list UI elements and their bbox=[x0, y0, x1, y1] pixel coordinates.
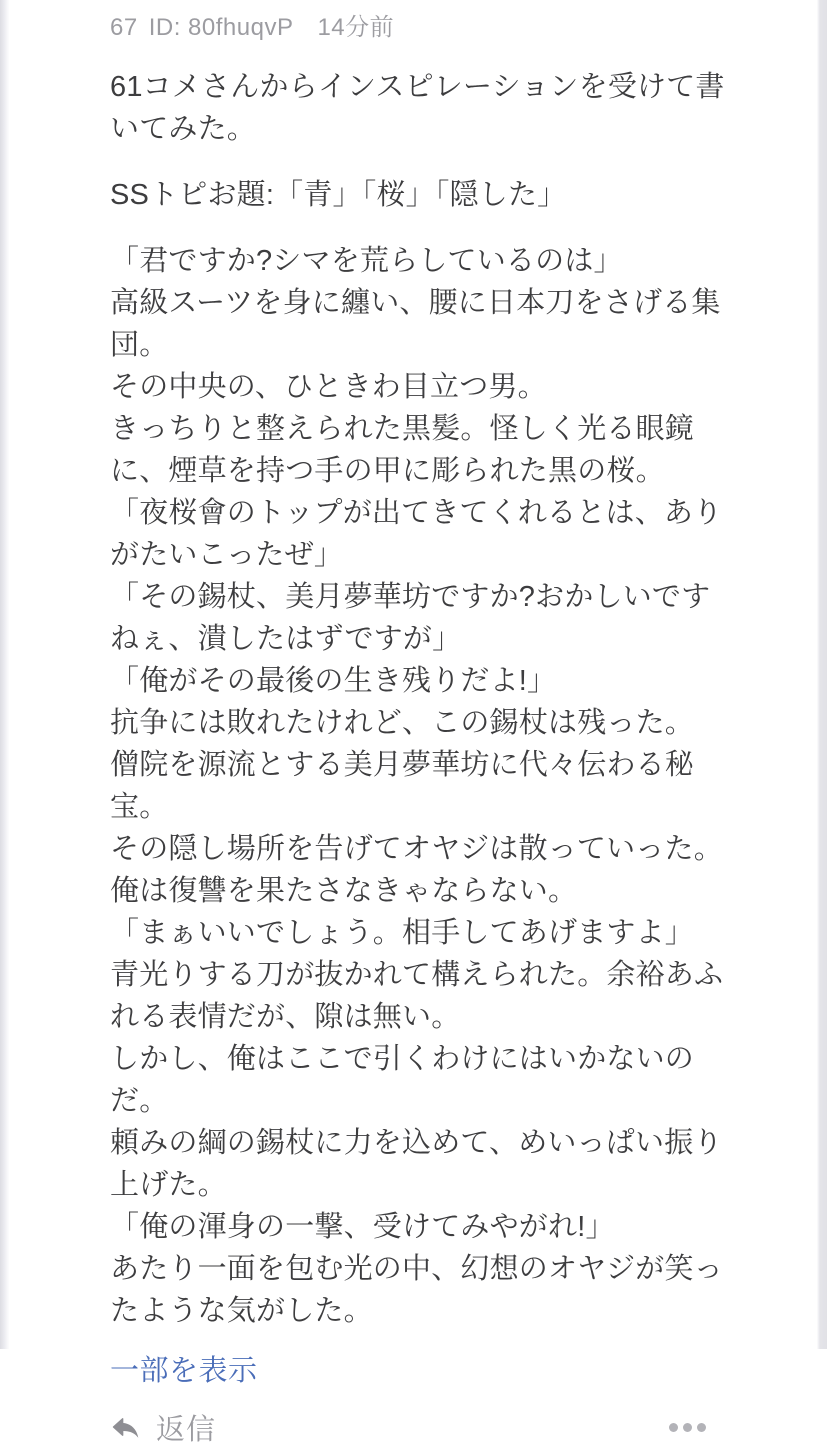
comment-user-id: ID: 80fhuqvP bbox=[148, 14, 294, 41]
right-edge-band bbox=[817, 0, 827, 1349]
comment-body-line: 僧院を源流とする美月夢華坊に代々伝わる秘宝。 bbox=[110, 749, 695, 823]
comment-body-line: 「夜桜會のトップが出てきてくれるとは、ありがたいこったぜ」 bbox=[110, 497, 723, 571]
comment-body-line: しかし、俺はここで引くわけにはいかないのだ。 bbox=[110, 1043, 695, 1117]
comment-body-line: その隠し場所を告げてオヤジは散っていった。俺は復讐を果たさなきゃならない。 bbox=[110, 833, 723, 907]
comment-body-line: 抗争には敗れたけれど、この錫杖は残った。 bbox=[110, 707, 695, 739]
comment-body-line: 青光りする刀が抜かれて構えられた。余裕あふれる表情だが、隙は無い。 bbox=[110, 959, 724, 1033]
ellipsis-icon bbox=[683, 1423, 692, 1432]
comment-body-line: あたり一面を包む光の中、幻想のオヤジが笑ったような気がした。 bbox=[110, 1253, 723, 1327]
left-edge-band bbox=[0, 0, 9, 1349]
comment-number: 67 bbox=[110, 14, 138, 41]
ellipsis-icon bbox=[669, 1423, 678, 1432]
more-options-button[interactable] bbox=[669, 1417, 706, 1438]
comment-action-row bbox=[110, 1406, 726, 1448]
reply-arrow-icon bbox=[110, 1411, 142, 1443]
comment-body-line: 「まぁいいでしょう。相手してあげますよ」 bbox=[110, 917, 695, 949]
comment-body-line: 61コメさんからインスピレーションを受けて書いてみた。 bbox=[110, 71, 725, 145]
comment-body-line: 高級スーツを身に纏い、腰に日本刀をさげる集団。 bbox=[110, 287, 721, 361]
comment-body-line bbox=[110, 150, 726, 174]
reply-label: 返信 bbox=[156, 1413, 217, 1446]
show-partial-link[interactable]: 一部を表示 bbox=[110, 1355, 258, 1387]
comment-body bbox=[110, 66, 726, 1332]
comment-body-line: 頼みの綱の錫杖に力を込めて、めいっぱい振り上げた。 bbox=[110, 1127, 723, 1201]
comment-body-line bbox=[110, 216, 726, 240]
comment-body-line: その中央の、ひときわ目立つ男。 bbox=[110, 371, 547, 403]
comment-card bbox=[110, 0, 726, 1448]
comment-body-line: 「俺の渾身の一撃、受けてみやがれ!」 bbox=[110, 1211, 615, 1243]
comment-body-line: 「その錫杖、美月夢華坊ですか?おかしいですねぇ、潰したはずですが」 bbox=[110, 581, 711, 655]
comment-header bbox=[110, 0, 726, 43]
comment-timestamp: 14分前 bbox=[317, 14, 395, 41]
comment-body-line: 「俺がその最後の生き残りだよ!」 bbox=[110, 665, 557, 697]
reply-button[interactable] bbox=[110, 1407, 216, 1448]
ellipsis-icon bbox=[697, 1423, 706, 1432]
comment-body-line: 「君ですか?シマを荒らしているのは」 bbox=[110, 245, 623, 277]
comment-body-line: きっちりと整えられた黒髪。怪しく光る眼鏡に、煙草を持つ手の甲に彫られた黒の桜。 bbox=[110, 413, 695, 487]
comment-body-line: SSトピお題:「青」「桜」「隠した」 bbox=[110, 179, 567, 211]
